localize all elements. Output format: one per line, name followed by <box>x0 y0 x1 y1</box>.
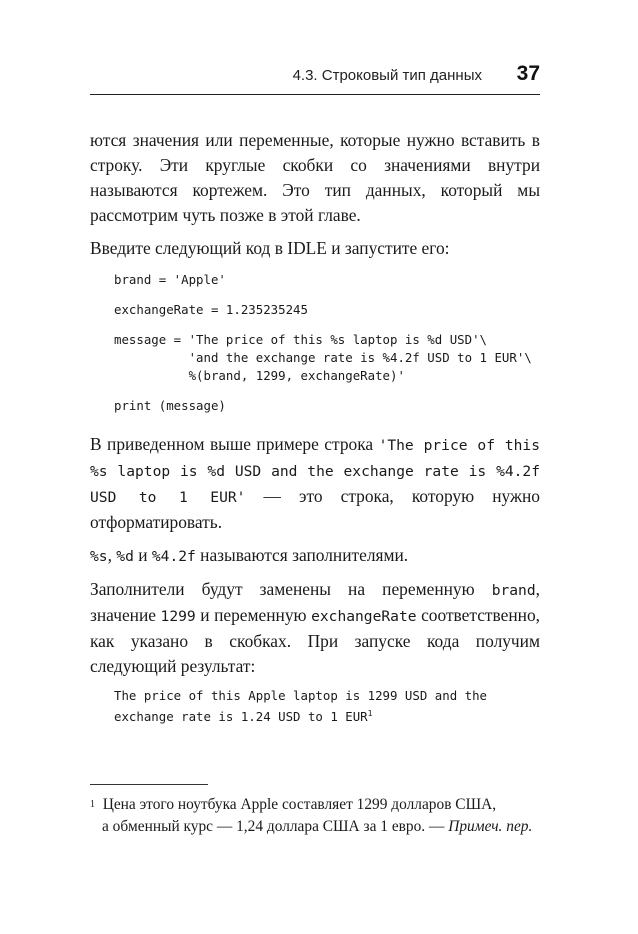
inline-code: 'The price of this %s laptop is %d USD and the exchange rate is %4.2f USD to 1 EUR' <box>90 437 541 506</box>
footnote-text: Цена этого ноутбука Apple составляет 1299 долларов США, <box>102 796 497 813</box>
running-header <box>90 64 540 95</box>
page-content <box>90 128 540 726</box>
text-fragment: — это строка, которую нужно отформатировать. <box>90 486 540 532</box>
inline-code: 1299 <box>160 608 196 625</box>
text-fragment: и <box>133 545 152 565</box>
page-number: 37 <box>516 62 540 85</box>
output-text: exchange rate is 1.24 USD to 1 EUR <box>114 709 368 725</box>
code-line: exchangeRate = 1.235235245 <box>114 302 308 317</box>
paragraph-replacement <box>90 577 540 679</box>
footnote-line-2 <box>90 816 540 838</box>
text-fragment: В приведенном выше примере строка <box>90 434 379 454</box>
output-line <box>114 705 540 726</box>
text-fragment: Заполнители будут заменены на переменную <box>90 579 492 599</box>
code-listing <box>90 271 540 415</box>
inline-code: %d <box>116 548 134 565</box>
footnote-text: а обменный курс — 1,24 доллара США за 1 евро. — <box>102 818 449 835</box>
code-line: print (message) <box>114 398 226 413</box>
paragraph-continuation: ются значения или переменные, которые нужно вставить в строку. Эти круглые скобки со значениями внутри называются кортежем. Это тип данных, который мы рассмотрим чуть позже в этой главе. <box>90 130 540 225</box>
text-fragment: , значение <box>90 579 540 625</box>
code-line: %(brand, 1299, exchangeRate)' <box>114 368 405 383</box>
footnote-reference: 1 <box>367 709 373 718</box>
translator-note: Примеч. пер. <box>448 818 533 835</box>
paragraph-instruction: Введите следующий код в IDLE и запустите его: <box>90 238 450 258</box>
text-fragment: , <box>107 545 117 565</box>
code-line: message = 'The price of this %s laptop is %d USD'\ <box>114 332 487 347</box>
inline-code: exchangeRate <box>311 608 417 625</box>
footnote <box>90 794 540 838</box>
inline-code: %4.2f <box>151 548 196 565</box>
paragraph-placeholders <box>90 543 540 569</box>
output-listing <box>90 687 540 726</box>
code-line: brand = 'Apple' <box>114 272 226 287</box>
inline-code: %s <box>90 548 108 565</box>
inline-code: brand <box>491 582 536 599</box>
footnote-marker: 1 <box>90 799 95 810</box>
output-line: The price of this Apple laptop is 1299 USD and the <box>114 688 487 703</box>
running-title: 4.3. Строковый тип данных <box>292 67 482 84</box>
text-fragment: и переменную <box>195 605 312 625</box>
code-line: 'and the exchange rate is %4.2f USD to 1 EUR'\ <box>114 350 532 365</box>
text-fragment: называются заполнителями. <box>195 545 409 565</box>
footnote-divider <box>90 784 208 785</box>
text-fragment: соответственно, как указано в скобках. При запуске кода получим следующий результат: <box>90 605 540 676</box>
paragraph-example-string <box>90 432 540 535</box>
